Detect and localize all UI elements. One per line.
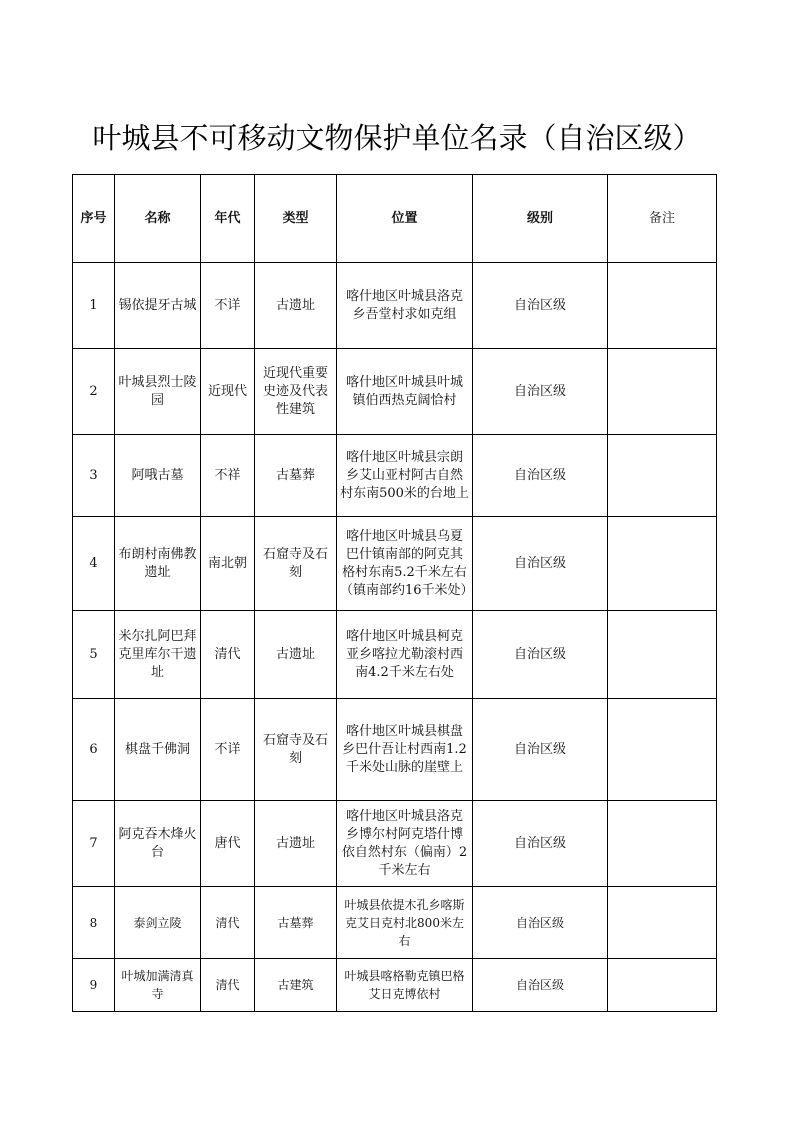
cell-seq: 5 — [73, 611, 115, 699]
header-name: 名称 — [115, 175, 201, 263]
header-type: 类型 — [255, 175, 337, 263]
cell-level: 自治区级 — [473, 887, 608, 959]
header-level: 级别 — [473, 175, 608, 263]
table-row — [73, 517, 717, 611]
cell-location: 喀什地区叶城县洛克乡博尔村阿克塔什博依自然村东（偏南）2千米左右 — [337, 801, 473, 887]
cell-era: 不详 — [201, 263, 255, 349]
cell-name: 米尔扎阿巴拜克里库尔干遗址 — [115, 611, 201, 699]
cell-note — [608, 611, 717, 699]
header-location: 位置 — [337, 175, 473, 263]
cell-seq: 6 — [73, 699, 115, 801]
cell-seq: 7 — [73, 801, 115, 887]
cell-name: 叶城加满清真寺 — [115, 959, 201, 1012]
table-header-row — [73, 175, 717, 263]
cell-location: 叶城县喀格勒克镇巴格艾日克博依村 — [337, 959, 473, 1012]
cell-level: 自治区级 — [473, 801, 608, 887]
cell-location: 喀什地区叶城县洛克乡吾堂村求如克组 — [337, 263, 473, 349]
cell-seq: 2 — [73, 349, 115, 435]
page-title: 叶城县不可移动文物保护单位名录（自治区级） — [92, 121, 702, 155]
cell-era: 南北朝 — [201, 517, 255, 611]
cell-location: 喀什地区叶城县棋盘乡巴什吾让村西南1.2千米处山脉的崖壁上 — [337, 699, 473, 801]
cell-name: 锡依提牙古城 — [115, 263, 201, 349]
cell-name: 阿克吞木烽火台 — [115, 801, 201, 887]
cell-type: 石窟寺及石刻 — [255, 517, 337, 611]
table-row — [73, 263, 717, 349]
cell-seq: 9 — [73, 959, 115, 1012]
table-row — [73, 801, 717, 887]
cell-location: 喀什地区叶城县宗朗乡艾山亚村阿古自然村东南500米的台地上 — [337, 435, 473, 517]
cell-name: 棋盘千佛洞 — [115, 699, 201, 801]
cell-note — [608, 517, 717, 611]
header-era: 年代 — [201, 175, 255, 263]
cell-type: 古建筑 — [255, 959, 337, 1012]
table-row — [73, 349, 717, 435]
cell-era: 清代 — [201, 611, 255, 699]
cell-era: 近现代 — [201, 349, 255, 435]
table-row — [73, 435, 717, 517]
table-row — [73, 611, 717, 699]
heritage-table — [72, 174, 717, 1012]
table-row — [73, 887, 717, 959]
cell-era: 不详 — [201, 699, 255, 801]
cell-era: 唐代 — [201, 801, 255, 887]
cell-name: 阿哦古墓 — [115, 435, 201, 517]
cell-seq: 3 — [73, 435, 115, 517]
cell-location: 喀什地区叶城县叶城镇伯西热克阔恰村 — [337, 349, 473, 435]
cell-level: 自治区级 — [473, 517, 608, 611]
cell-note — [608, 801, 717, 887]
cell-seq: 1 — [73, 263, 115, 349]
cell-note — [608, 349, 717, 435]
cell-level: 自治区级 — [473, 611, 608, 699]
cell-note — [608, 959, 717, 1012]
table-row — [73, 699, 717, 801]
cell-name: 叶城县烈士陵园 — [115, 349, 201, 435]
cell-type: 古遗址 — [255, 801, 337, 887]
cell-type: 古墓葬 — [255, 435, 337, 517]
cell-level: 自治区级 — [473, 699, 608, 801]
cell-type: 石窟寺及石刻 — [255, 699, 337, 801]
cell-era: 不祥 — [201, 435, 255, 517]
cell-era: 清代 — [201, 959, 255, 1012]
cell-level: 自治区级 — [473, 263, 608, 349]
header-seq: 序号 — [73, 175, 115, 263]
cell-note — [608, 699, 717, 801]
cell-note — [608, 263, 717, 349]
cell-location: 喀什地区叶城县柯克亚乡喀拉尤勒滚村西南4.2千米左右处 — [337, 611, 473, 699]
cell-name: 泰剑立陵 — [115, 887, 201, 959]
cell-type: 近现代重要史迹及代表性建筑 — [255, 349, 337, 435]
cell-type: 古遗址 — [255, 611, 337, 699]
cell-level: 自治区级 — [473, 435, 608, 517]
cell-location: 喀什地区叶城县乌夏巴什镇南部的阿克其格村东南5.2千米左右（镇南部约16千米处） — [337, 517, 473, 611]
cell-era: 清代 — [201, 887, 255, 959]
cell-level: 自治区级 — [473, 959, 608, 1012]
cell-name: 布朗村南佛教遗址 — [115, 517, 201, 611]
header-note: 备注 — [608, 175, 717, 263]
table-row — [73, 959, 717, 1012]
cell-type: 古墓葬 — [255, 887, 337, 959]
cell-seq: 8 — [73, 887, 115, 959]
cell-note — [608, 887, 717, 959]
cell-type: 古遗址 — [255, 263, 337, 349]
cell-location: 叶城县依提木孔乡喀斯克艾日克村北800米左右 — [337, 887, 473, 959]
cell-seq: 4 — [73, 517, 115, 611]
cell-level: 自治区级 — [473, 349, 608, 435]
cell-note — [608, 435, 717, 517]
